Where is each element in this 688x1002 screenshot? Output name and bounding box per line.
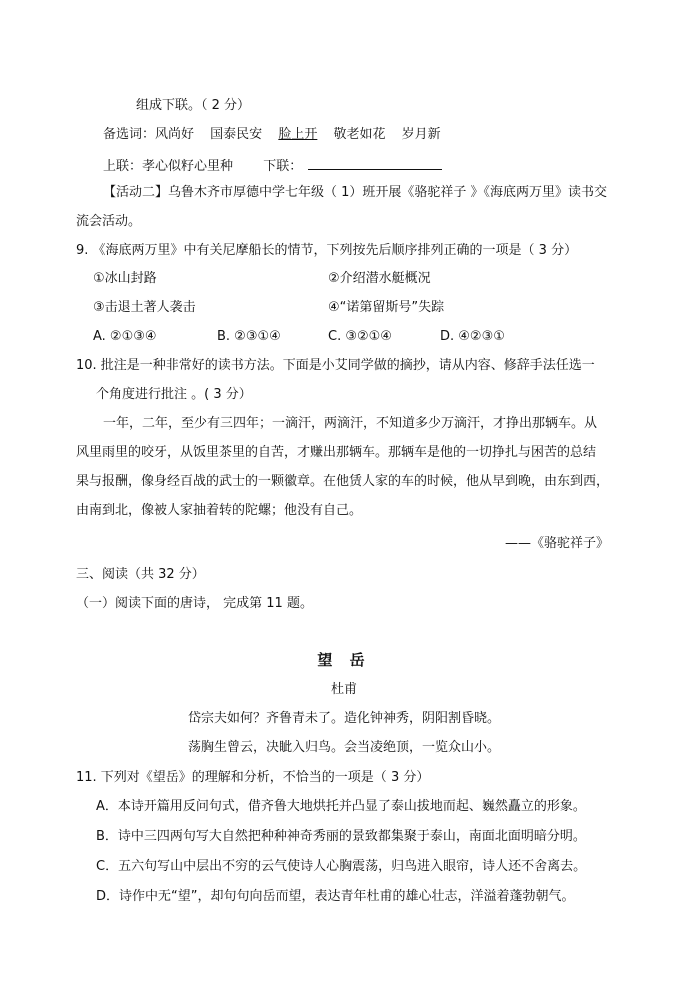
- q11-option-b: B．诗中三四两句写大自然把种种神奇秀丽的景致都集聚于泰山，南面北面明暗分明。: [96, 829, 586, 844]
- activity2-line1: 【活动二】乌鲁木齐市厚德中学七年级（ 1）班开展《骆驼祥子 》《海底两万里》读书交: [103, 185, 608, 200]
- lower-couplet-blank[interactable]: [308, 155, 442, 170]
- poem-author: 杜甫: [330, 682, 357, 697]
- q8-tail: 组成下联。（ 2 分）: [136, 98, 251, 113]
- section3-sub: （一）阅读下面的唐诗， 完成第 11 题。: [76, 596, 313, 611]
- q9-stem: 9. 《海底两万里》中有关尼摩船长的情节，下列按先后顺序排列正确的一项是（ 3 分）: [76, 243, 578, 258]
- q8-options-line: [103, 126, 441, 144]
- q9-choice-a: A. ②①③④: [93, 329, 157, 344]
- poem-line-2: 荡胸生曾云，决眦入归鸟。会当凌绝顶，一览众山小。: [187, 740, 500, 755]
- upper-couplet: 上联：孝心似籽心里种: [103, 159, 234, 174]
- q11-option-c: C．五六句写山中层出不穷的云气使诗人心胸震荡，归鸟进入眼帘，诗人还不舍离去。: [96, 859, 587, 874]
- q10-stem-line2: 个角度进行批注 。( 3 分）: [96, 387, 252, 402]
- poem-title: 望 岳: [317, 651, 371, 669]
- lower-couplet-label: 下联：: [263, 159, 303, 174]
- q8-options-label: 备选词：: [103, 127, 156, 142]
- q8-option-4: 敬老如花: [333, 127, 386, 142]
- q9-item-2: ②介绍潜水艇概况: [328, 271, 431, 286]
- q11-stem: 11. 下列对《望岳》的理解和分析，不恰当的一项是（ 3 分）: [76, 770, 430, 785]
- q10-passage-line1: 一年，二年，至少有三四年；一滴汗，两滴汗，不知道多少万滴汗，才挣出那辆车。从: [103, 416, 598, 431]
- q10-passage-line3: 果与报酬，像身经百战的武士的一颗徽章。在他赁人家的车的时候，他从早到晚，由东到西，: [76, 474, 610, 489]
- q9-item-1: ①冰山封路: [93, 271, 157, 286]
- q11-option-d: D．诗作中无“望”，却句句向岳而望，表达青年杜甫的雄心壮志，洋溢着蓬勃朝气。: [96, 889, 575, 904]
- q10-stem-line1: 10. 批注是一种非常好的读书方法。下面是小艾同学做的摘抄，请从内容、修辞手法任选一: [76, 358, 595, 373]
- activity2-line2: 流会活动。: [76, 214, 142, 229]
- q9-choice-c: C. ③②①④: [328, 329, 392, 344]
- q9-choice-b: B. ②③①④: [217, 329, 281, 344]
- poem-line-1: 岱宗夫如何？齐鲁青未了。造化钟神秀，阴阳割昏晓。: [187, 711, 500, 726]
- q10-source: ——《骆驼祥子》: [505, 536, 610, 551]
- q9-item-3: ③击退土著人袭击: [93, 300, 196, 315]
- q8-couplet-line: [103, 155, 442, 176]
- q11-option-a: A．本诗开篇用反问句式，借齐鲁大地烘托并凸显了泰山拔地而起、巍然矗立的形象。: [96, 799, 586, 814]
- q9-item-4: ④“诺第留斯号”失踪: [328, 300, 445, 315]
- q8-option-5: 岁月新: [401, 127, 441, 142]
- section3-heading: 三、阅读（共 32 分）: [76, 567, 205, 582]
- q8-option-3: 脸上开: [278, 127, 318, 142]
- q10-passage-line4: 由南到北，像被人家抽着转的陀螺；他没有自己。: [76, 503, 363, 518]
- q8-option-1: 风尚好: [155, 127, 195, 142]
- q10-passage-line2: 风里雨里的咬牙，从饭里茶里的自苦，才赚出那辆车。那辆车是他的一切挣扎与困苦的总结: [76, 445, 597, 460]
- q8-option-2: 国泰民安: [210, 127, 263, 142]
- q9-choice-d: D. ④②③①: [440, 329, 505, 344]
